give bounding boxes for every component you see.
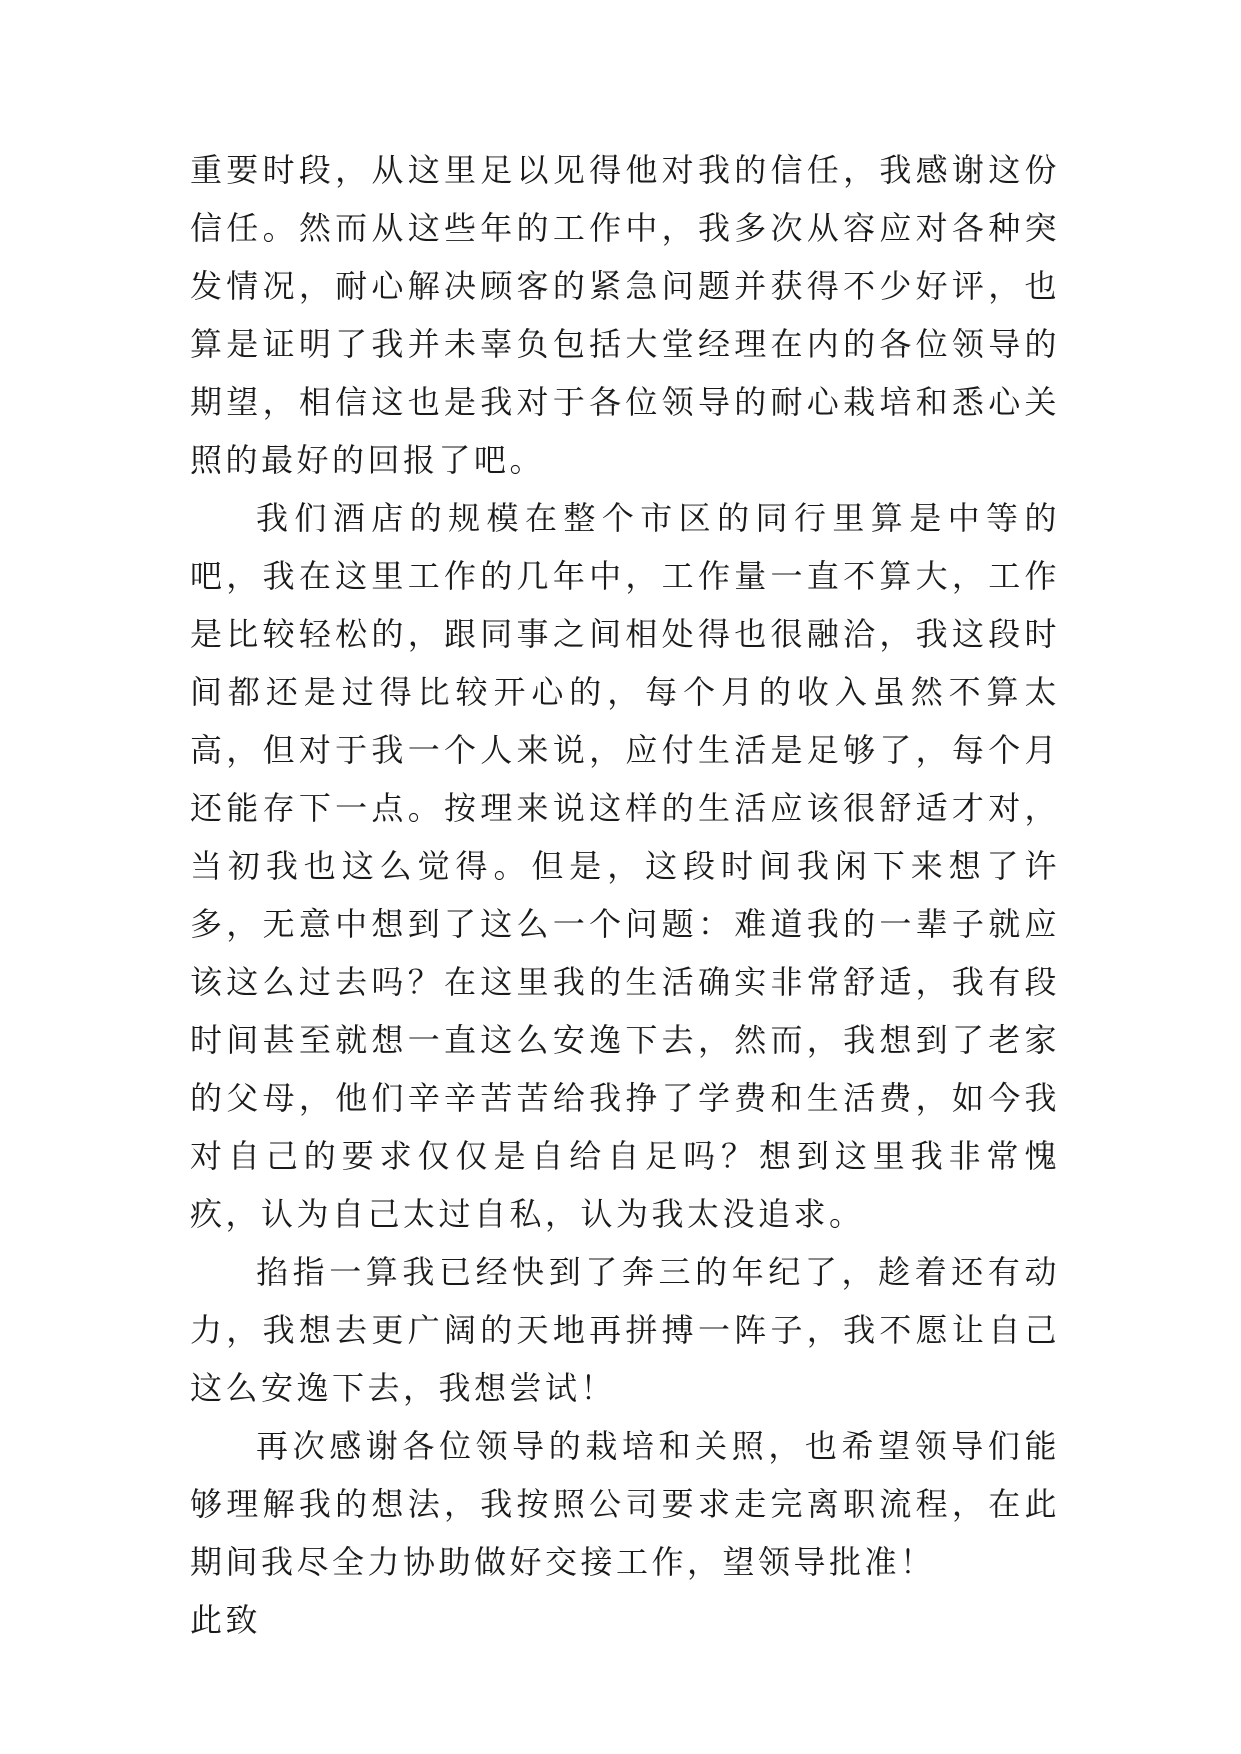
paragraph-2: 我们酒店的规模在整个市区的同行里算是中等的吧，我在这里工作的几年中，工作量一直不算大，工作是比较轻松的，跟同事之间相处得也很融洽，我这段时间都还是过得比较开心的，每个月的收入虽然不算太高，但对于我一个人来说，应付生活是足够了，每个月还能存下一点。按理来说这样的生活应该很舒适才对，当初我也这么觉得。但是，这段时间我闲下来想了许多，无意中想到了这么一个问题：难道我的一辈子就应该这么过去吗？在这里我的生活确实非常舒适，我有段时间甚至就想一直这么安逸下去，然而，我想到了老家的父母，他们辛辛苦苦给我挣了学费和生活费，如今我对自己的要求仅仅是自给自足吗？想到这里我非常愧疚，认为自己太过自私，认为我太没追求。 xyxy=(190,499,1060,1233)
paragraph-4: 再次感谢各位领导的栽培和关照，也希望领导们能够理解我的想法，我按照公司要求走完离职流程，在此期间我尽全力协助做好交接工作，望领导批准！ xyxy=(190,1427,1060,1581)
letter-body xyxy=(190,141,1060,1649)
paragraph-1: 重要时段，从这里足以见得他对我的信任，我感谢这份信任。然而从这些年的工作中，我多次从容应对各种突发情况，耐心解决顾客的紧急问题并获得不少好评，也算是证明了我并未辜负包括大堂经理在内的各位领导的期望，相信这也是我对于各位领导的耐心栽培和悉心关照的最好的回报了吧。 xyxy=(190,151,1060,479)
paragraph-3: 掐指一算我已经快到了奔三的年纪了，趁着还有动力，我想去更广阔的天地再拼搏一阵子，我不愿让自己这么安逸下去，我想尝试！ xyxy=(190,1253,1060,1407)
closing-salutation: 此致 xyxy=(190,1601,262,1639)
